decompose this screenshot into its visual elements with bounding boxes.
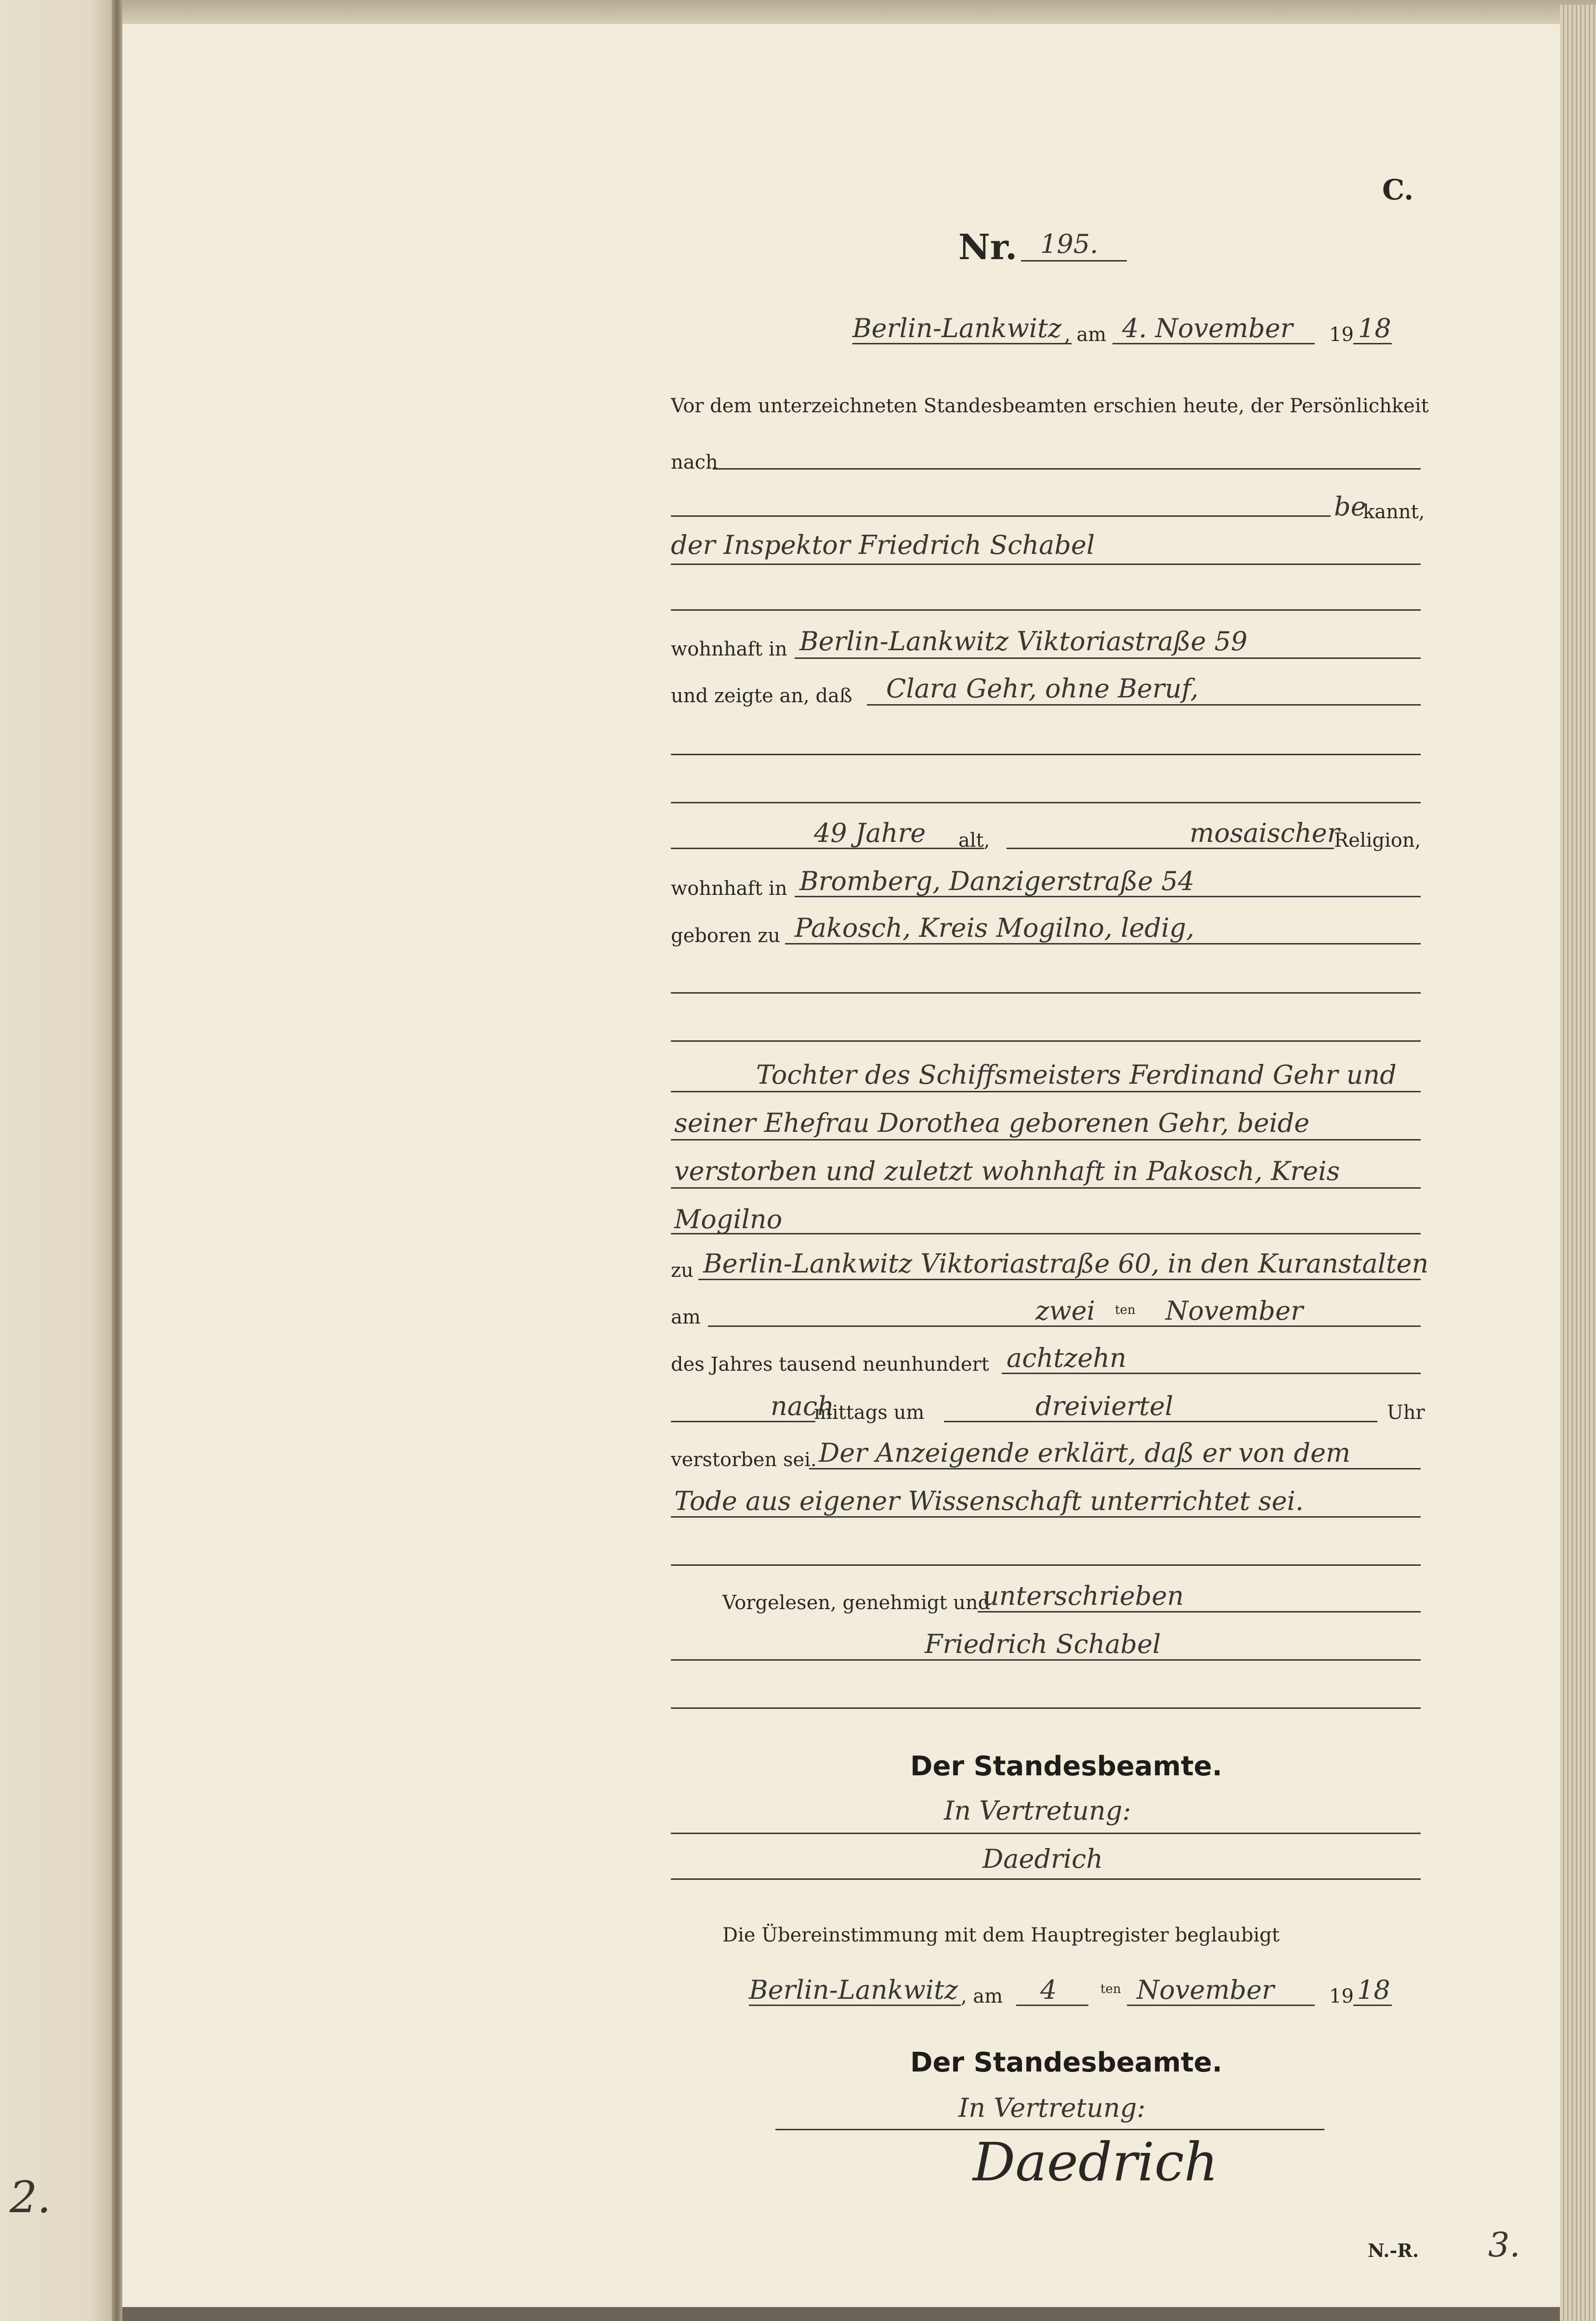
rule	[671, 754, 1421, 755]
zeigte-an-label: und zeigte an, daß	[671, 685, 852, 707]
left-page-mark: 2.	[10, 2172, 51, 2223]
death-year: achtzehn	[1007, 1343, 1126, 1373]
rule	[671, 515, 1331, 517]
rule	[795, 657, 1421, 659]
rule	[671, 564, 1421, 565]
jahres-label: des Jahres tausend neunhundert	[671, 1353, 989, 1376]
death-day: zwei	[1035, 1296, 1095, 1326]
page-edges	[1560, 5, 1596, 2321]
ten-suffix: ten	[1115, 1303, 1136, 1317]
date-2-day: 4	[1040, 1975, 1057, 2005]
rule	[1002, 1373, 1421, 1374]
year-1-suffix: 18	[1358, 313, 1391, 343]
alt-label: alt,	[958, 829, 990, 852]
book-top-edge	[122, 0, 1596, 24]
year-2-prefix: 19	[1329, 1985, 1354, 2007]
uebereinstimmung-text: Die Übereinstimmung mit dem Hauptregister beglaubigt	[722, 1924, 1280, 1946]
ten-suffix-2: ten	[1100, 1982, 1121, 1996]
nach-label: nach	[671, 451, 718, 473]
rule	[809, 1468, 1421, 1469]
left-page	[0, 0, 112, 2321]
parents-line-4: Mogilno	[674, 1204, 783, 1234]
informant-address: Berlin-Lankwitz Viktoriastraße 59	[799, 626, 1248, 656]
vertretung-2: In Vertretung:	[958, 2093, 1146, 2123]
wohnhaft-label-2: wohnhaft in	[671, 878, 787, 900]
rule	[852, 343, 1072, 344]
rule	[671, 1878, 1421, 1880]
intro-text: Vor dem unterzeichneten Standesbeamten erschien heute, der Persönlichkeit	[671, 395, 1429, 417]
rule	[671, 1516, 1421, 1518]
vertretung-1: In Vertretung:	[944, 1796, 1131, 1826]
rule	[671, 1091, 1421, 1092]
death-month: November	[1165, 1296, 1303, 1326]
deceased-name: Clara Gehr, ohne Beruf,	[886, 673, 1199, 704]
am-label: , am	[1064, 324, 1107, 346]
geboren-label: geboren zu	[671, 925, 781, 947]
footer-mark: N.-R.	[1368, 2240, 1419, 2261]
year-1-prefix: 19	[1329, 324, 1354, 346]
rule	[671, 609, 1421, 611]
birthplace: Pakosch, Kreis Mogilno, ledig,	[795, 913, 1194, 943]
rule	[1353, 2005, 1392, 2006]
rule	[978, 1611, 1421, 1613]
deceased-residence: Bromberg, Danzigerstraße 54	[799, 866, 1195, 896]
mittags-label: mittags um	[814, 1402, 925, 1424]
rule	[671, 1187, 1421, 1189]
rule	[671, 1139, 1421, 1141]
place-1: Berlin-Lankwitz	[852, 313, 1062, 343]
official-2-signature: Daedrich	[973, 2131, 1218, 2193]
rule	[671, 1233, 1421, 1234]
rule	[867, 704, 1421, 706]
rule	[671, 1833, 1421, 1834]
remark-line-1: Der Anzeigende erklärt, daß er von dem	[819, 1438, 1351, 1468]
rule	[698, 1279, 1421, 1280]
book-gutter	[112, 0, 122, 2321]
rule	[795, 896, 1421, 897]
rule	[1112, 343, 1315, 344]
rule	[1353, 343, 1392, 344]
place-2: Berlin-Lankwitz	[749, 1975, 958, 2005]
wohnhaft-label: wohnhaft in	[671, 638, 787, 660]
am-label-2: am	[671, 1306, 701, 1328]
religion-label: Religion,	[1334, 829, 1421, 852]
footer-handwritten-mark: 3.	[1488, 2225, 1520, 2265]
parents-line-3: verstorben und zuletzt wohnhaft in Pakosch, Kreis	[674, 1156, 1340, 1186]
rule	[671, 1659, 1421, 1661]
rule	[785, 943, 1421, 944]
bekannt-label: kannt,	[1363, 501, 1425, 523]
religion: mosaischer	[1190, 818, 1340, 848]
rule	[671, 1040, 1421, 1042]
rule	[713, 468, 1421, 470]
official-1: Daedrich	[982, 1844, 1103, 1874]
date-2-month: November	[1137, 1975, 1274, 2005]
mittags-hw: nach	[771, 1391, 834, 1421]
parents-line-1: Tochter des Schiffsmeisters Ferdinand Gehr und	[756, 1060, 1397, 1090]
rule	[671, 992, 1421, 994]
zu-label: zu	[671, 1259, 693, 1282]
parents-line-2: seiner Ehefrau Dorothea geborenen Gehr, beide	[674, 1108, 1310, 1138]
unterschrieben: unterschrieben	[982, 1581, 1184, 1611]
standesbeamte-heading-1: Der Standesbeamte.	[910, 1751, 1222, 1782]
remark-line-2: Tode aus eigener Wissenschaft unterrichtet sei.	[674, 1486, 1304, 1516]
bekannt-hw: be	[1334, 491, 1366, 522]
rule	[775, 2129, 1324, 2130]
death-place: Berlin-Lankwitz Viktoriastraße 60, in den Kuranstalten	[703, 1248, 1429, 1279]
signature-informant: Friedrich Schabel	[925, 1629, 1161, 1659]
uhr-label: Uhr	[1387, 1402, 1425, 1424]
year-2-suffix: 18	[1357, 1975, 1390, 2005]
age: 49 Jahre	[814, 818, 926, 848]
nr-rule	[1021, 260, 1127, 262]
rule	[671, 802, 1421, 803]
rule	[671, 1564, 1421, 1566]
standesbeamte-heading-2: Der Standesbeamte.	[910, 2047, 1222, 2078]
vorgelesen-label: Vorgelesen, genehmigt und	[722, 1592, 991, 1614]
rule	[671, 1707, 1421, 1709]
death-time: dreiviertel	[1035, 1391, 1174, 1421]
page-mark: C.	[1382, 173, 1414, 206]
nr-label: Nr.	[958, 226, 1018, 267]
nr-value: 195.	[1040, 229, 1099, 259]
rule	[749, 2005, 961, 2006]
am-label-3: , am	[961, 1985, 1003, 2007]
verstorben-label: verstorben sei.	[671, 1449, 817, 1471]
informant: der Inspektor Friedrich Schabel	[671, 530, 1095, 560]
date-1: 4. November	[1122, 313, 1293, 343]
